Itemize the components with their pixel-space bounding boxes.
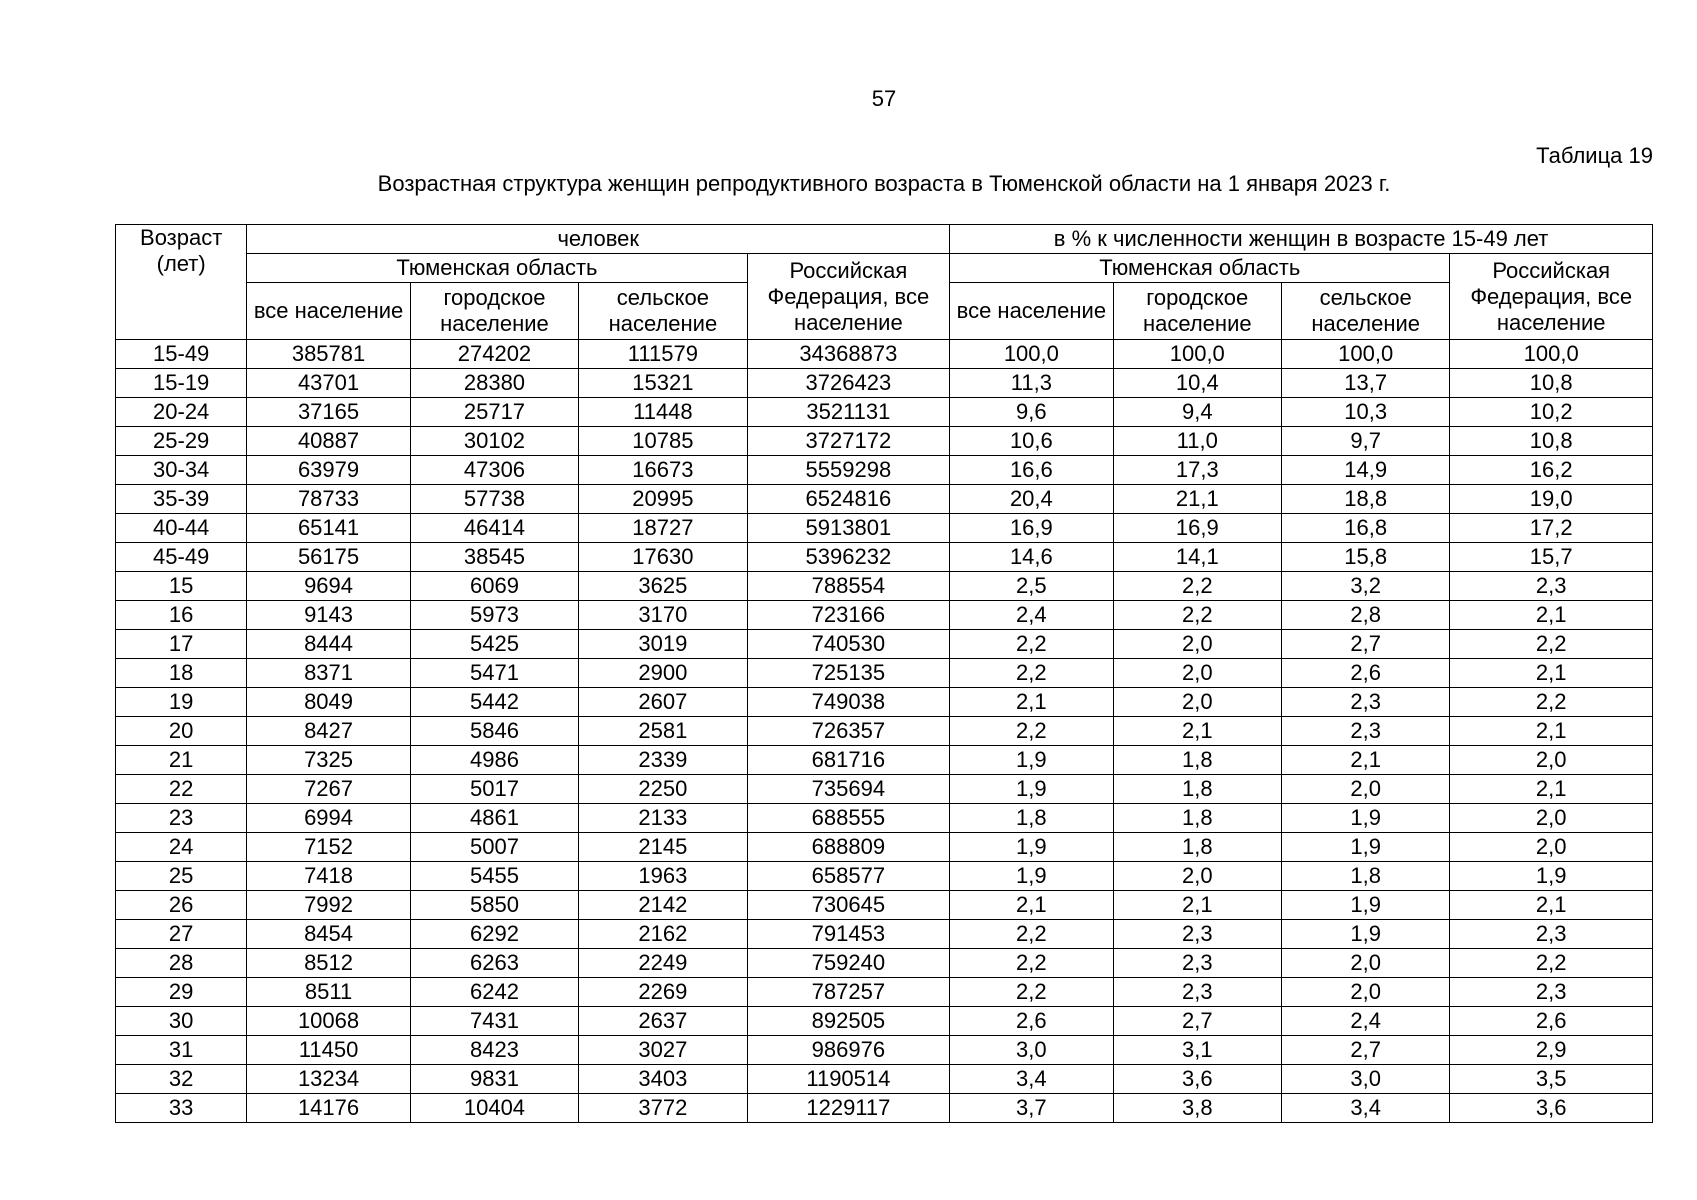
cell-age: 40-44 — [116, 514, 247, 543]
cell-rural: 3772 — [579, 1094, 747, 1123]
cell-age: 29 — [116, 978, 247, 1007]
header-rural-percent: сельское население — [1281, 283, 1449, 340]
cell-rural-percent: 1,8 — [1281, 862, 1449, 891]
cell-all: 40887 — [247, 427, 410, 456]
table-header — [116, 225, 1653, 340]
cell-rural: 16673 — [579, 456, 747, 485]
cell-age: 24 — [116, 833, 247, 862]
cell-all-percent: 3,4 — [950, 1065, 1113, 1094]
cell-urban-percent: 2,3 — [1113, 978, 1281, 1007]
cell-russia: 787257 — [747, 978, 950, 1007]
cell-rural-percent: 1,9 — [1281, 804, 1449, 833]
cell-rural-percent: 9,7 — [1281, 427, 1449, 456]
cell-age: 25-29 — [116, 427, 247, 456]
cell-russia-percent: 16,2 — [1450, 456, 1653, 485]
table-title: Возрастная структура женщин репродуктивного возраста в Тюменской области на 1 января 2023 г. — [377, 171, 1391, 196]
cell-all: 37165 — [247, 398, 410, 427]
cell-russia: 3521131 — [747, 398, 950, 427]
table-row — [116, 833, 1653, 862]
cell-rural: 3019 — [579, 630, 747, 659]
cell-urban-percent: 2,3 — [1113, 949, 1281, 978]
cell-russia: 5913801 — [747, 514, 950, 543]
cell-russia: 3727172 — [747, 427, 950, 456]
table-row — [116, 746, 1653, 775]
page-number: 57 — [871, 86, 897, 111]
cell-rural: 2162 — [579, 920, 747, 949]
cell-russia-percent: 3,6 — [1450, 1094, 1653, 1123]
cell-rural-percent: 13,7 — [1281, 369, 1449, 398]
cell-all-percent: 2,5 — [950, 572, 1113, 601]
cell-age: 21 — [116, 746, 247, 775]
cell-age: 18 — [116, 659, 247, 688]
cell-all: 8427 — [247, 717, 410, 746]
table-row — [116, 1094, 1653, 1123]
table-row — [116, 1036, 1653, 1065]
cell-all: 8444 — [247, 630, 410, 659]
table-row — [116, 775, 1653, 804]
cell-all: 6994 — [247, 804, 410, 833]
cell-all: 7992 — [247, 891, 410, 920]
cell-rural: 2249 — [579, 949, 747, 978]
header-group-people: человек — [247, 225, 950, 254]
cell-all: 56175 — [247, 543, 410, 572]
table-row — [116, 949, 1653, 978]
table-row — [116, 862, 1653, 891]
cell-all-percent: 2,2 — [950, 659, 1113, 688]
cell-russia: 749038 — [747, 688, 950, 717]
table-row — [116, 920, 1653, 949]
cell-russia-percent: 2,3 — [1450, 978, 1653, 1007]
cell-russia-percent: 10,2 — [1450, 398, 1653, 427]
cell-russia: 658577 — [747, 862, 950, 891]
cell-russia-percent: 10,8 — [1450, 369, 1653, 398]
cell-rural-percent: 2,0 — [1281, 775, 1449, 804]
cell-urban-percent: 100,0 — [1113, 340, 1281, 369]
cell-russia-percent: 2,0 — [1450, 746, 1653, 775]
cell-russia-percent: 2,6 — [1450, 1007, 1653, 1036]
cell-urban-percent: 21,1 — [1113, 485, 1281, 514]
cell-rural-percent: 3,2 — [1281, 572, 1449, 601]
cell-all: 8511 — [247, 978, 410, 1007]
cell-russia-percent: 3,5 — [1450, 1065, 1653, 1094]
cell-russia: 5559298 — [747, 456, 950, 485]
cell-russia: 892505 — [747, 1007, 950, 1036]
cell-russia: 1190514 — [747, 1065, 950, 1094]
cell-age: 17 — [116, 630, 247, 659]
cell-all-percent: 1,9 — [950, 746, 1113, 775]
cell-rural-percent: 2,3 — [1281, 688, 1449, 717]
cell-all: 13234 — [247, 1065, 410, 1094]
header-all-percent: все население — [950, 283, 1113, 340]
cell-russia-percent: 100,0 — [1450, 340, 1653, 369]
cell-age: 19 — [116, 688, 247, 717]
cell-age: 20 — [116, 717, 247, 746]
cell-all-percent: 10,6 — [950, 427, 1113, 456]
cell-russia-percent: 2,1 — [1450, 601, 1653, 630]
cell-all: 14176 — [247, 1094, 410, 1123]
cell-rural: 3403 — [579, 1065, 747, 1094]
table-row — [116, 427, 1653, 456]
table-row — [116, 804, 1653, 833]
cell-age: 30 — [116, 1007, 247, 1036]
cell-rural-percent: 10,3 — [1281, 398, 1449, 427]
cell-urban-percent: 2,0 — [1113, 630, 1281, 659]
cell-all-percent: 2,2 — [950, 978, 1113, 1007]
cell-rural: 2637 — [579, 1007, 747, 1036]
cell-urban: 46414 — [410, 514, 578, 543]
cell-age: 27 — [116, 920, 247, 949]
cell-rural-percent: 3,4 — [1281, 1094, 1449, 1123]
cell-age: 33 — [116, 1094, 247, 1123]
cell-russia: 34368873 — [747, 340, 950, 369]
cell-rural: 1963 — [579, 862, 747, 891]
header-region-percent: Тюменская область — [950, 254, 1450, 283]
cell-all: 8371 — [247, 659, 410, 688]
cell-age: 31 — [116, 1036, 247, 1065]
cell-urban: 5973 — [410, 601, 578, 630]
cell-urban: 5846 — [410, 717, 578, 746]
cell-rural: 18727 — [579, 514, 747, 543]
table-row — [116, 978, 1653, 1007]
cell-rural-percent: 2,3 — [1281, 717, 1449, 746]
cell-all-percent: 2,2 — [950, 920, 1113, 949]
cell-russia-percent: 15,7 — [1450, 543, 1653, 572]
cell-age: 45-49 — [116, 543, 247, 572]
table-row — [116, 659, 1653, 688]
table-row — [116, 543, 1653, 572]
cell-russia: 730645 — [747, 891, 950, 920]
cell-all-percent: 20,4 — [950, 485, 1113, 514]
cell-urban: 5455 — [410, 862, 578, 891]
cell-russia: 6524816 — [747, 485, 950, 514]
cell-all-percent: 16,6 — [950, 456, 1113, 485]
cell-russia: 726357 — [747, 717, 950, 746]
cell-urban: 4861 — [410, 804, 578, 833]
table-row — [116, 1007, 1653, 1036]
cell-rural: 2250 — [579, 775, 747, 804]
cell-urban-percent: 1,8 — [1113, 746, 1281, 775]
cell-russia: 688555 — [747, 804, 950, 833]
cell-age: 15-19 — [116, 369, 247, 398]
cell-all-percent: 11,3 — [950, 369, 1113, 398]
cell-russia: 688809 — [747, 833, 950, 862]
cell-urban-percent: 1,8 — [1113, 804, 1281, 833]
cell-russia: 5396232 — [747, 543, 950, 572]
cell-all-percent: 3,7 — [950, 1094, 1113, 1123]
table-row — [116, 369, 1653, 398]
cell-rural: 2339 — [579, 746, 747, 775]
cell-urban: 6242 — [410, 978, 578, 1007]
cell-rural-percent: 14,9 — [1281, 456, 1449, 485]
cell-russia: 1229117 — [747, 1094, 950, 1123]
table-label: Таблица 19 — [1536, 143, 1653, 168]
cell-urban: 5425 — [410, 630, 578, 659]
cell-all: 8049 — [247, 688, 410, 717]
header-age: Возраст (лет) — [116, 225, 247, 340]
cell-urban-percent: 2,0 — [1113, 688, 1281, 717]
cell-rural-percent: 1,9 — [1281, 891, 1449, 920]
cell-urban: 10404 — [410, 1094, 578, 1123]
cell-rural: 10785 — [579, 427, 747, 456]
table-row — [116, 891, 1653, 920]
header-urban-percent: городское население — [1113, 283, 1281, 340]
cell-rural: 2133 — [579, 804, 747, 833]
table-row — [116, 601, 1653, 630]
cell-russia: 681716 — [747, 746, 950, 775]
cell-all: 65141 — [247, 514, 410, 543]
cell-russia: 788554 — [747, 572, 950, 601]
cell-russia: 986976 — [747, 1036, 950, 1065]
cell-all: 9694 — [247, 572, 410, 601]
cell-russia: 740530 — [747, 630, 950, 659]
cell-urban-percent: 3,8 — [1113, 1094, 1281, 1123]
cell-urban-percent: 2,0 — [1113, 862, 1281, 891]
table-row — [116, 456, 1653, 485]
cell-russia-percent: 10,8 — [1450, 427, 1653, 456]
cell-all: 9143 — [247, 601, 410, 630]
cell-urban-percent: 3,1 — [1113, 1036, 1281, 1065]
header-region: Тюменская область — [247, 254, 747, 283]
table-row — [116, 514, 1653, 543]
cell-rural-percent: 18,8 — [1281, 485, 1449, 514]
cell-all-percent: 2,2 — [950, 717, 1113, 746]
cell-russia-percent: 2,1 — [1450, 659, 1653, 688]
cell-urban-percent: 2,3 — [1113, 920, 1281, 949]
cell-russia: 791453 — [747, 920, 950, 949]
cell-urban-percent: 17,3 — [1113, 456, 1281, 485]
cell-all-percent: 1,9 — [950, 775, 1113, 804]
cell-urban: 5007 — [410, 833, 578, 862]
table-row — [116, 1065, 1653, 1094]
cell-age: 30-34 — [116, 456, 247, 485]
cell-rural: 11448 — [579, 398, 747, 427]
table-row — [116, 485, 1653, 514]
cell-age: 28 — [116, 949, 247, 978]
cell-urban-percent: 2,7 — [1113, 1007, 1281, 1036]
cell-all: 7267 — [247, 775, 410, 804]
cell-age: 16 — [116, 601, 247, 630]
cell-all-percent: 100,0 — [950, 340, 1113, 369]
cell-rural: 2900 — [579, 659, 747, 688]
cell-rural: 15321 — [579, 369, 747, 398]
cell-urban: 6263 — [410, 949, 578, 978]
cell-russia: 759240 — [747, 949, 950, 978]
cell-all-percent: 2,2 — [950, 949, 1113, 978]
cell-age: 23 — [116, 804, 247, 833]
cell-rural: 3625 — [579, 572, 747, 601]
cell-rural: 3170 — [579, 601, 747, 630]
cell-age: 32 — [116, 1065, 247, 1094]
cell-all: 8454 — [247, 920, 410, 949]
cell-russia-percent: 2,1 — [1450, 717, 1653, 746]
cell-urban: 5017 — [410, 775, 578, 804]
cell-urban: 5471 — [410, 659, 578, 688]
cell-all-percent: 2,1 — [950, 891, 1113, 920]
table-row — [116, 572, 1653, 601]
cell-russia-percent: 2,0 — [1450, 804, 1653, 833]
cell-russia-percent: 1,9 — [1450, 862, 1653, 891]
table-row — [116, 688, 1653, 717]
cell-urban-percent: 14,1 — [1113, 543, 1281, 572]
cell-russia-percent: 2,1 — [1450, 775, 1653, 804]
cell-urban: 28380 — [410, 369, 578, 398]
cell-urban-percent: 1,8 — [1113, 775, 1281, 804]
cell-russia-percent: 2,2 — [1450, 688, 1653, 717]
cell-urban: 8423 — [410, 1036, 578, 1065]
cell-all-percent: 2,2 — [950, 630, 1113, 659]
cell-rural: 2607 — [579, 688, 747, 717]
cell-rural-percent: 2,4 — [1281, 1007, 1449, 1036]
cell-urban-percent: 2,0 — [1113, 659, 1281, 688]
table-row — [116, 630, 1653, 659]
cell-urban-percent: 2,2 — [1113, 601, 1281, 630]
cell-all-percent: 1,9 — [950, 862, 1113, 891]
cell-rural-percent: 2,0 — [1281, 949, 1449, 978]
cell-all: 11450 — [247, 1036, 410, 1065]
cell-rural-percent: 1,9 — [1281, 833, 1449, 862]
cell-russia-percent: 2,3 — [1450, 572, 1653, 601]
cell-urban: 5850 — [410, 891, 578, 920]
cell-urban: 5442 — [410, 688, 578, 717]
cell-urban-percent: 2,1 — [1113, 891, 1281, 920]
cell-urban: 30102 — [410, 427, 578, 456]
cell-rural-percent: 1,9 — [1281, 920, 1449, 949]
cell-all-percent: 2,1 — [950, 688, 1113, 717]
header-russia: Российская Федерация, все население — [747, 254, 950, 340]
cell-urban: 9831 — [410, 1065, 578, 1094]
cell-all-percent: 2,4 — [950, 601, 1113, 630]
header-rural: сельское население — [579, 283, 747, 340]
cell-urban: 4986 — [410, 746, 578, 775]
cell-rural: 3027 — [579, 1036, 747, 1065]
cell-age: 22 — [116, 775, 247, 804]
cell-age: 15-49 — [116, 340, 247, 369]
data-table — [115, 224, 1653, 1123]
header-urban: городское население — [410, 283, 578, 340]
cell-rural: 2269 — [579, 978, 747, 1007]
table-row — [116, 717, 1653, 746]
cell-all-percent: 9,6 — [950, 398, 1113, 427]
table-body — [116, 340, 1653, 1123]
cell-rural-percent: 15,8 — [1281, 543, 1449, 572]
cell-urban-percent: 2,2 — [1113, 572, 1281, 601]
cell-russia-percent: 2,0 — [1450, 833, 1653, 862]
cell-urban: 47306 — [410, 456, 578, 485]
cell-urban-percent: 9,4 — [1113, 398, 1281, 427]
cell-urban: 6292 — [410, 920, 578, 949]
cell-russia: 723166 — [747, 601, 950, 630]
cell-rural: 111579 — [579, 340, 747, 369]
cell-all: 63979 — [247, 456, 410, 485]
cell-all-percent: 3,0 — [950, 1036, 1113, 1065]
cell-all: 7418 — [247, 862, 410, 891]
cell-urban-percent: 3,6 — [1113, 1065, 1281, 1094]
cell-all: 385781 — [247, 340, 410, 369]
cell-urban: 38545 — [410, 543, 578, 572]
cell-all-percent: 16,9 — [950, 514, 1113, 543]
cell-russia-percent: 2,2 — [1450, 630, 1653, 659]
cell-rural-percent: 100,0 — [1281, 340, 1449, 369]
cell-rural-percent: 2,7 — [1281, 1036, 1449, 1065]
cell-rural: 20995 — [579, 485, 747, 514]
cell-urban: 57738 — [410, 485, 578, 514]
cell-all-percent: 2,6 — [950, 1007, 1113, 1036]
cell-rural-percent: 2,6 — [1281, 659, 1449, 688]
cell-all: 8512 — [247, 949, 410, 978]
cell-rural-percent: 2,7 — [1281, 630, 1449, 659]
cell-rural-percent: 2,0 — [1281, 978, 1449, 1007]
cell-all: 43701 — [247, 369, 410, 398]
cell-urban: 274202 — [410, 340, 578, 369]
cell-rural: 2581 — [579, 717, 747, 746]
cell-urban-percent: 16,9 — [1113, 514, 1281, 543]
header-russia-percent: Российская Федерация, все население — [1450, 254, 1653, 340]
table-row — [116, 340, 1653, 369]
cell-age: 25 — [116, 862, 247, 891]
cell-urban: 7431 — [410, 1007, 578, 1036]
cell-age: 26 — [116, 891, 247, 920]
cell-all-percent: 1,8 — [950, 804, 1113, 833]
cell-all-percent: 14,6 — [950, 543, 1113, 572]
cell-all: 10068 — [247, 1007, 410, 1036]
cell-russia-percent: 2,9 — [1450, 1036, 1653, 1065]
cell-rural: 2142 — [579, 891, 747, 920]
cell-rural-percent: 16,8 — [1281, 514, 1449, 543]
cell-urban-percent: 1,8 — [1113, 833, 1281, 862]
cell-age: 35-39 — [116, 485, 247, 514]
cell-russia-percent: 19,0 — [1450, 485, 1653, 514]
cell-russia-percent: 2,3 — [1450, 920, 1653, 949]
cell-russia-percent: 17,2 — [1450, 514, 1653, 543]
cell-rural-percent: 2,1 — [1281, 746, 1449, 775]
cell-all: 7152 — [247, 833, 410, 862]
cell-urban: 6069 — [410, 572, 578, 601]
cell-age: 15 — [116, 572, 247, 601]
header-group-percent: в % к численности женщин в возрасте 15-49 лет — [950, 225, 1653, 254]
cell-urban: 25717 — [410, 398, 578, 427]
cell-urban-percent: 10,4 — [1113, 369, 1281, 398]
cell-all: 78733 — [247, 485, 410, 514]
cell-russia-percent: 2,1 — [1450, 891, 1653, 920]
cell-russia: 725135 — [747, 659, 950, 688]
cell-urban-percent: 11,0 — [1113, 427, 1281, 456]
cell-rural: 2145 — [579, 833, 747, 862]
cell-russia-percent: 2,2 — [1450, 949, 1653, 978]
cell-rural: 17630 — [579, 543, 747, 572]
cell-urban-percent: 2,1 — [1113, 717, 1281, 746]
cell-rural-percent: 2,8 — [1281, 601, 1449, 630]
cell-russia: 3726423 — [747, 369, 950, 398]
cell-russia: 735694 — [747, 775, 950, 804]
header-all: все население — [247, 283, 410, 340]
cell-all-percent: 1,9 — [950, 833, 1113, 862]
cell-all: 7325 — [247, 746, 410, 775]
cell-rural-percent: 3,0 — [1281, 1065, 1449, 1094]
table-row — [116, 398, 1653, 427]
cell-age: 20-24 — [116, 398, 247, 427]
